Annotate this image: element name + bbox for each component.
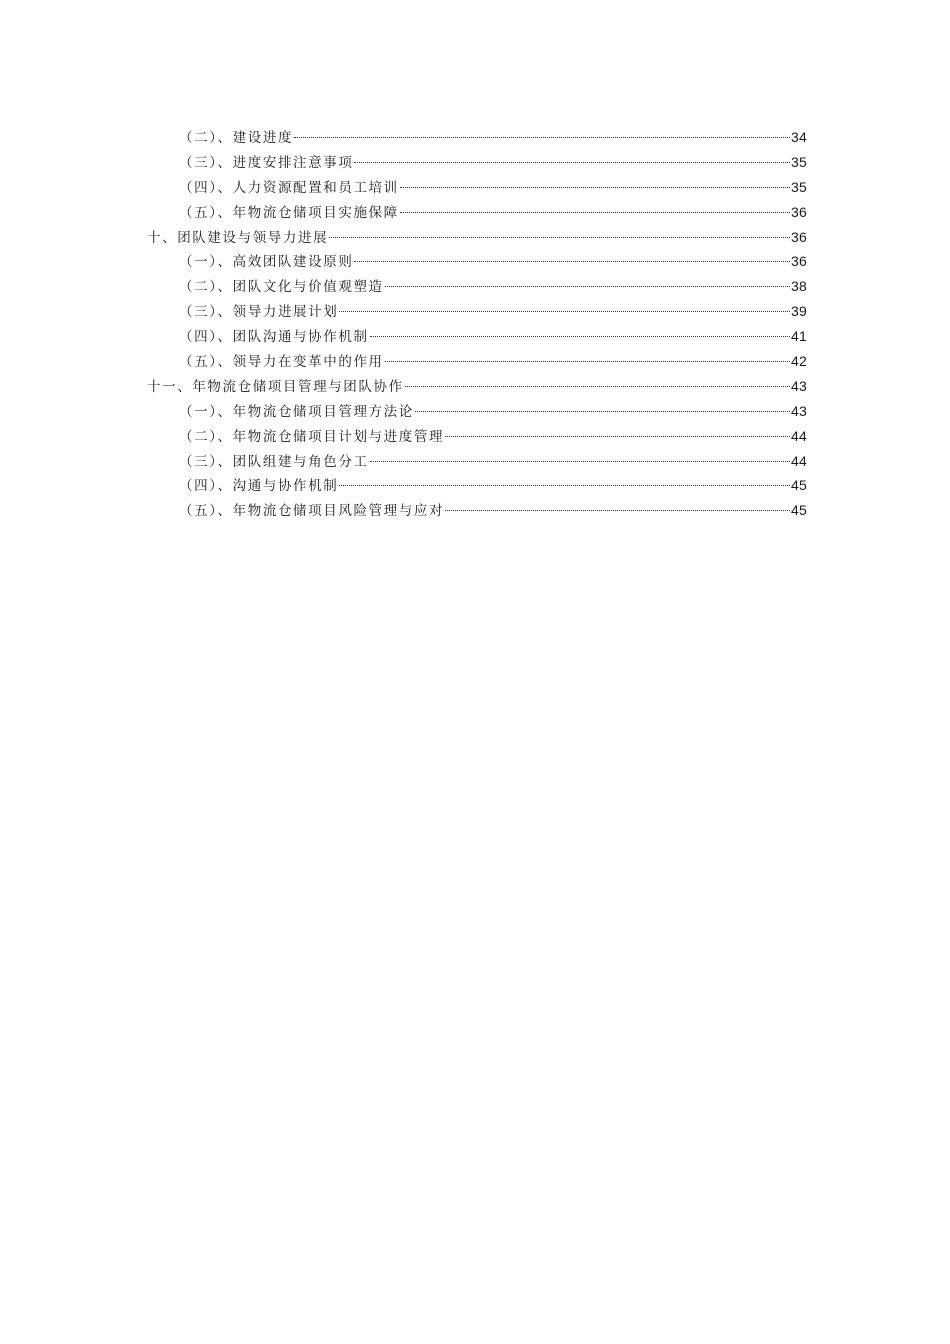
toc-entry-title: （二）、年物流仓储项目计划与进度管理 [179,428,445,445]
toc-dot-leader [385,286,790,287]
toc-entry[interactable] [147,324,807,349]
toc-entry-page-number: 38 [791,278,807,295]
toc-entry-title: （二）、团队文化与价值观塑造 [179,279,384,296]
toc-entry-title: （三）、进度安排注意事项 [179,154,354,171]
toc-dot-leader [445,436,790,437]
toc-entry-title: （四）、人力资源配置和员工培训 [179,179,399,196]
toc-entry-page-number: 39 [791,303,807,320]
toc-entry[interactable] [147,125,807,150]
toc-dot-leader [385,361,790,362]
toc-entry-title: （二）、建设进度 [179,130,294,146]
toc-dot-leader [294,137,790,138]
toc-entry-page-number: 43 [791,377,807,394]
table-of-contents [147,125,807,523]
toc-entry-title: 十、团队建设与领导力进展 [147,229,329,246]
toc-entry[interactable] [147,225,807,250]
toc-entry-page-number: 35 [791,153,807,170]
toc-entry-title: （五）、年物流仓储项目实施保障 [179,204,399,221]
toc-entry-title: （三）、团队组建与角色分工 [179,453,369,470]
toc-entry-page-number: 44 [791,427,807,444]
toc-dot-leader [370,461,790,462]
toc-dot-leader [339,485,790,486]
toc-entry-page-number: 36 [791,228,807,245]
toc-entry[interactable] [147,399,807,424]
toc-entry-title: （五）、领导力在变革中的作用 [179,354,384,371]
toc-dot-leader [400,212,790,213]
toc-entry[interactable] [147,175,807,200]
toc-dot-leader [329,237,790,238]
toc-entry-page-number: 44 [791,452,807,469]
toc-dot-leader [405,386,790,387]
toc-entry[interactable] [147,498,807,523]
toc-entry-page-number: 36 [791,203,807,220]
toc-entry-page-number: 41 [791,328,807,345]
toc-entry-page-number: 35 [791,178,807,195]
toc-entry[interactable] [147,424,807,449]
toc-entry-page-number: 34 [791,129,807,145]
toc-dot-leader [445,510,790,511]
toc-dot-leader [415,411,790,412]
toc-entry[interactable] [147,349,807,374]
toc-entry-page-number: 42 [791,353,807,370]
toc-entry-title: （三）、领导力进展计划 [179,304,339,321]
toc-entry[interactable] [147,150,807,175]
toc-entry[interactable] [147,249,807,274]
toc-entry-page-number: 45 [791,502,807,519]
toc-entry-page-number: 45 [791,477,807,494]
toc-entry-title: （一）、年物流仓储项目管理方法论 [179,403,414,420]
toc-entry-title: （一）、高效团队建设原则 [179,254,354,271]
toc-dot-leader [354,261,790,262]
toc-entry-title: （五）、年物流仓储项目风险管理与应对 [179,503,445,520]
toc-entry-title: （四）、沟通与协作机制 [179,478,339,495]
toc-entry-title: （四）、团队沟通与协作机制 [179,329,369,346]
toc-dot-leader [339,311,790,312]
toc-entry[interactable] [147,473,807,498]
toc-entry[interactable] [147,274,807,299]
toc-entry[interactable] [147,299,807,324]
toc-dot-leader [400,187,790,188]
toc-entry-page-number: 36 [791,253,807,270]
toc-entry[interactable] [147,200,807,225]
toc-entry-page-number: 43 [791,402,807,419]
toc-dot-leader [354,162,790,163]
toc-entry[interactable] [147,374,807,399]
toc-entry[interactable] [147,449,807,474]
toc-entry-title: 十一、年物流仓储项目管理与团队协作 [147,378,404,395]
toc-dot-leader [370,336,790,337]
